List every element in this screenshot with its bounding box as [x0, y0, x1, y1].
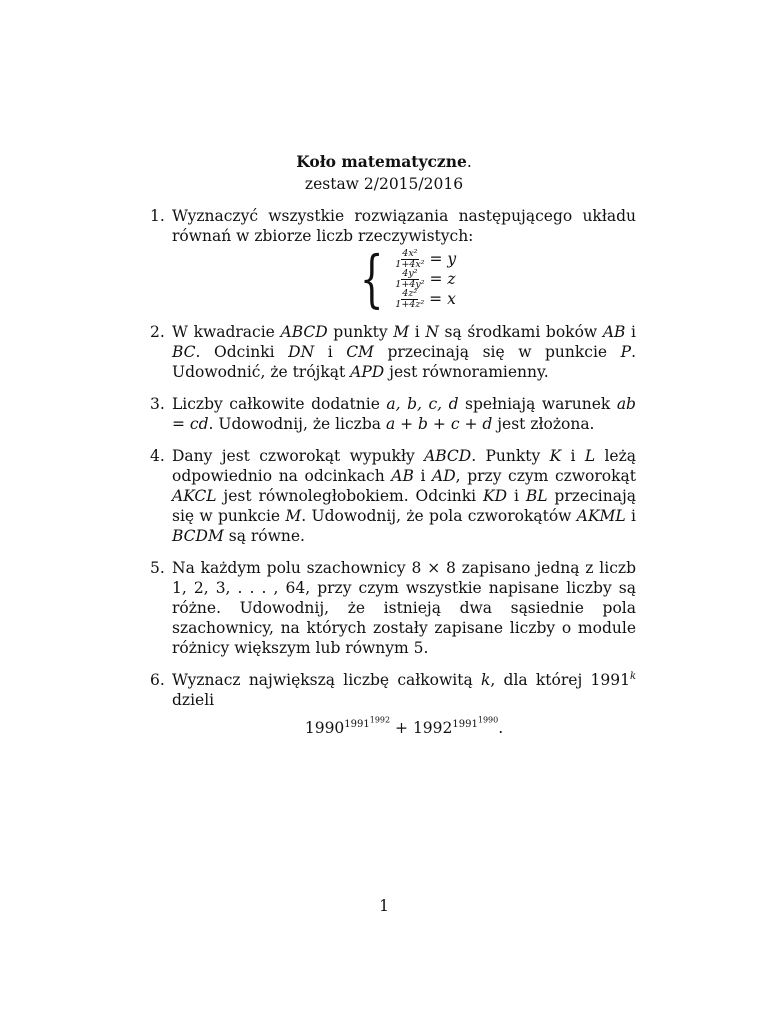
problem-text: W kwadracie ABCD punkty M i N są środkami boków AB i BC. Odcinki DN i CM przecinają się w punkcie P. Udowodnić, że trójkąt APD jest równoramienny.	[172, 323, 637, 381]
equation-3	[395, 289, 456, 309]
page-number: 1	[379, 897, 389, 915]
equation-system	[172, 242, 636, 315]
fraction-numerator: 4z²	[402, 287, 418, 299]
problem-text: Wyznacz największą liczbę całkowitą k, dla której 1991$^k$ dzieli	[172, 670, 636, 709]
equation-2	[395, 269, 456, 289]
problem-text: Na każdym polu szachownicy 8 × 8 zapisano jedną z liczb 1, 2, 3, . . . , 64, przy czym wszystkie napisane liczby są różne. Udowodnij, że istnieją dwa sąsiednie pola szachownicy, na których zostały zapisane liczby o module różnicy większym lub równym 5.	[172, 559, 636, 657]
problem-number: 4.	[150, 447, 165, 465]
problem-5	[150, 558, 636, 658]
fraction-denominator: 1+4z²	[395, 298, 425, 310]
fraction-denominator: 1+4y²	[395, 278, 425, 290]
problem-number: 3.	[150, 395, 165, 413]
problem-number: 2.	[150, 323, 165, 341]
fraction-numerator: 4x²	[402, 247, 418, 259]
equation-rhs: = x	[429, 290, 456, 308]
problem-number: 1.	[150, 207, 165, 225]
problem-number: 6.	[150, 671, 165, 689]
fraction-denominator: 1+4x²	[395, 258, 425, 270]
problem-text: Liczby całkowite dodatnie a, b, c, d spełniają warunek ab = cd. Udowodnij, że liczba a + b + c + d jest złożona.	[172, 395, 636, 433]
problem-text: Dany jest czworokąt wypukły ABCD. Punkty K i L leżą odpowiednio na odcinkach AB i AD, przy czym czworokąt AKCL jest równoległobokiem. Odcinki KD i BL przecinają się w punkcie M. Udowodnij, że pola czworokątów AKML i BCDM są równe.	[172, 447, 636, 545]
equation-1	[395, 249, 456, 269]
title-period: .	[466, 153, 472, 171]
equation-rhs: = y	[429, 250, 457, 268]
problem-6	[150, 670, 636, 738]
problem-4	[150, 446, 636, 546]
document-title	[0, 152, 768, 172]
title-text: Koło matematyczne	[296, 152, 467, 171]
document-subtitle: zestaw 2/2015/2016	[304, 175, 464, 193]
problem-list	[150, 206, 636, 750]
problem-1	[150, 206, 636, 315]
problem-3	[150, 394, 636, 434]
left-brace: {	[359, 242, 384, 315]
problem-2	[150, 322, 636, 382]
fraction-numerator: 4y²	[402, 267, 418, 279]
problem-text: Wyznaczyć wszystkie rozwiązania następującego układu równań w zbiorze liczb rzeczywistych:	[172, 207, 636, 245]
problem-number: 5.	[150, 559, 165, 577]
equation-rhs: = z	[429, 270, 456, 288]
display-formula: $1990^{1991^{1992}} + 1992^{1991^{1990}}$.	[304, 715, 504, 737]
